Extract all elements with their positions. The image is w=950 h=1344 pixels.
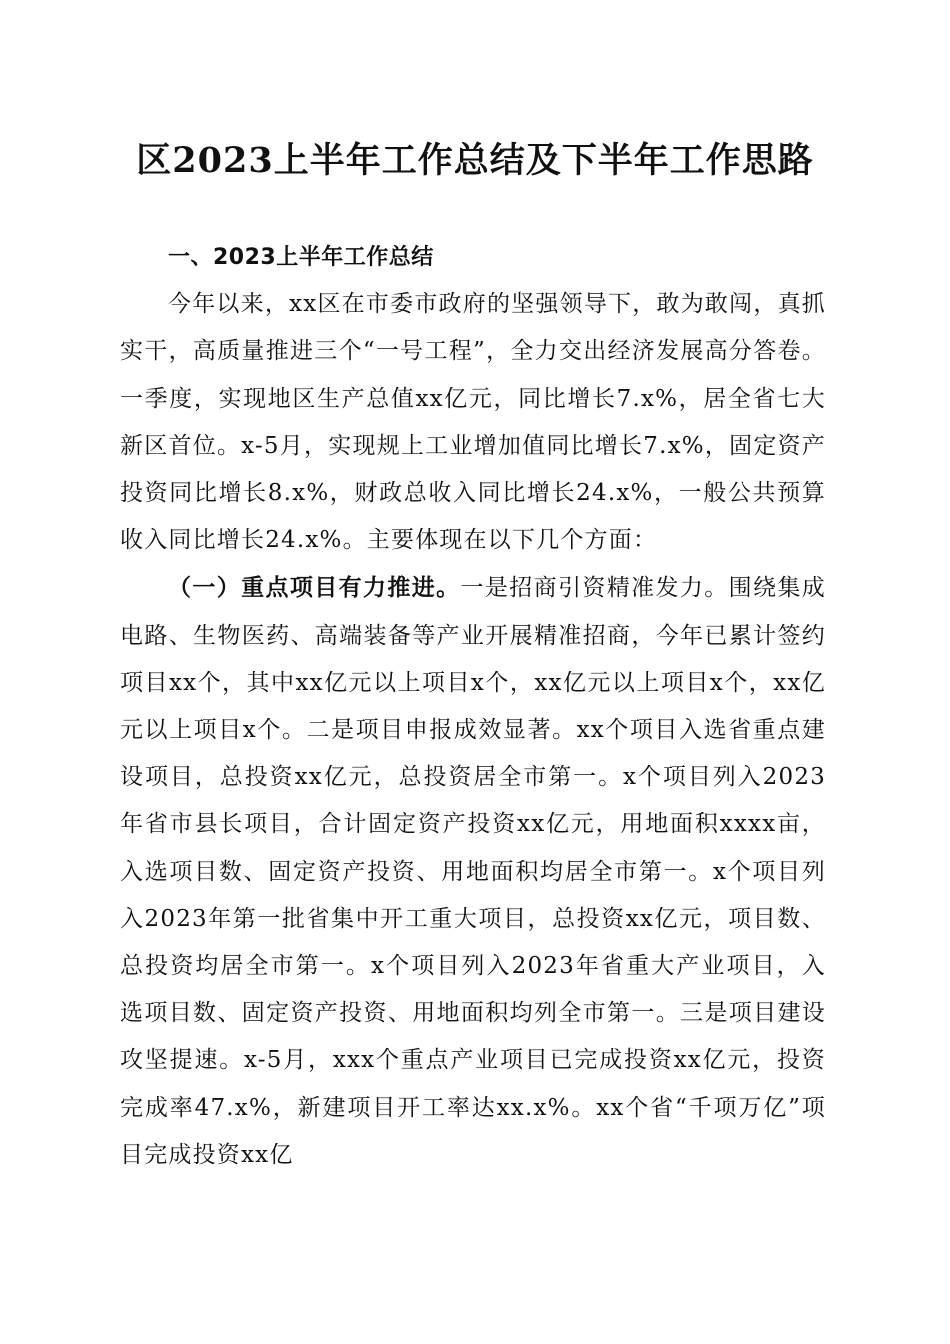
subsection-text: 一是招商引资精准发力。围绕集成电路、生物医药、高端装备等产业开展精准招商，今年已累计签约项目xx个，其中xx亿元以上项目x个，xx亿元以上项目x个，xx亿元以上项目x个。二是项目申报成效显著。xx个项目入选省重点建设项目，总投资xx亿元，总投资居全市第一。x个项目列入2023年省市县长项目，合计固定资产投资xx亿元，用地面积xxxx亩，入选项目数、固定资产投资、用地面积均居全市第一。x个项目列入2023年第一批省集中开工重大项目，总投资xx亿元，项目数、总投资均居全市第一。x个项目列入2023年省重大产业项目，入选项目数、固定资产投资、用地面积均列全市第一。三是项目建设攻坚提速。x-5月，xxx个重点产业项目已完成投资xx亿元，投资完成率47.x%，新建项目开工率达xx.x%。xx个省“千项万亿”项目完成投资xx亿: [120, 575, 827, 1168]
section-heading: 一、2023上半年工作总结: [168, 245, 434, 270]
subsection-paragraph: [120, 564, 826, 1179]
document-title: 区2023上半年工作总结及下半年工作思路: [136, 140, 814, 181]
document-body: [120, 234, 826, 1179]
subsection-heading: （一）重点项目有力推进。: [168, 574, 461, 602]
intro-paragraph: 今年以来，xx区在市委市政府的坚强领导下，敢为敢闯，真抓实干，高质量推进三个“一号工程”，全力交出经济发展高分答卷。一季度，实现地区生产总值xx亿元，同比增长7.x%，居全省七大新区首位。x-5月，实现规上工业增加值同比增长7.x%，固定资产投资同比增长8.x%，财政总收入同比增长24.x%，一般公共预算收入同比增长24.x%。主要体现在以下几个方面：: [120, 291, 826, 554]
